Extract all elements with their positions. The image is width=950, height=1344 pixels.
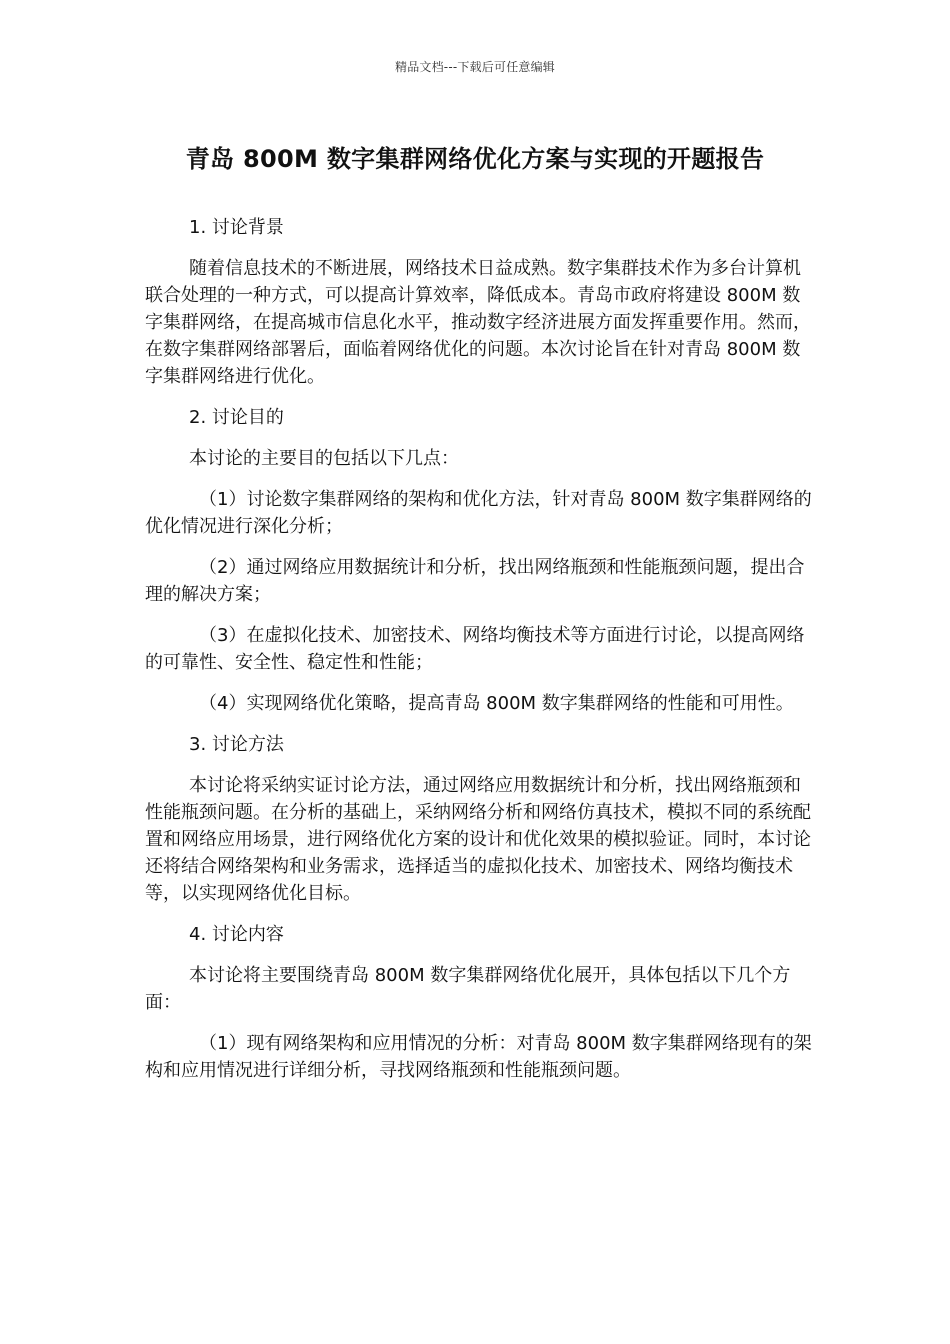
list-item: （2）通过网络应用数据统计和分析，找出网络瓶颈和性能瓶颈问题，提出合理的解决方案； [145,557,805,605]
list-item: （1）现有网络架构和应用情况的分析：对青岛 800M 数字集群网络现有的架构和应用情况进行详细分析，寻找网络瓶颈和性能瓶颈问题。 [145,1033,812,1081]
list-item: （4）实现网络优化策略，提高青岛 800M 数字集群网络的性能和可用性。 [199,693,794,714]
document-title: 青岛 800M 数字集群网络优化方案与实现的开题报告 [185,145,765,173]
section-heading-method: 3. 讨论方法 [189,734,284,755]
page-watermark: 精品文档---下载后可任意编辑 [395,60,555,74]
document-body [145,214,813,1098]
list-item: （3）在虚拟化技术、加密技术、网络均衡技术等方面进行讨论，以提高网络的可靠性、安全性、稳定性和性能； [145,625,805,673]
section-intro-purpose: 本讨论的主要目的包括以下几点： [189,448,459,469]
section-paragraph-method: 本讨论将采纳实证讨论方法，通过网络应用数据统计和分析，找出网络瓶颈和性能瓶颈问题。在分析的基础上，采纳网络分析和网络仿真技术，模拟不同的系统配置和网络应用场景，进行网络优化方案的设计和优化效果的模拟验证。同时，本讨论还将结合网络架构和业务需求，选择适当的虚拟化技术、加密技术、网络均衡技术等，以实现网络优化目标。 [145,775,811,904]
section-heading-background: 1. 讨论背景 [189,217,284,238]
section-paragraph-background: 随着信息技术的不断进展，网络技术日益成熟。数字集群技术作为多台计算机联合处理的一种方式，可以提高计算效率，降低成本。青岛市政府将建设 800M 数字集群网络，在提高城市信息化水平，推动数字经济进展方面发挥重要作用。然而，在数字集群网络部署后，面临着网络优化的问题。本次讨论旨在针对青岛 800M 数字集群网络进行优化。 [145,258,811,387]
section-intro-content: 本讨论将主要围绕青岛 800M 数字集群网络优化展开，具体包括以下几个方面： [145,965,791,1013]
section-heading-purpose: 2. 讨论目的 [189,407,284,428]
section-heading-content: 4. 讨论内容 [189,924,284,945]
list-item: （1）讨论数字集群网络的架构和优化方法，针对青岛 800M 数字集群网络的优化情况进行深化分析； [145,489,812,537]
